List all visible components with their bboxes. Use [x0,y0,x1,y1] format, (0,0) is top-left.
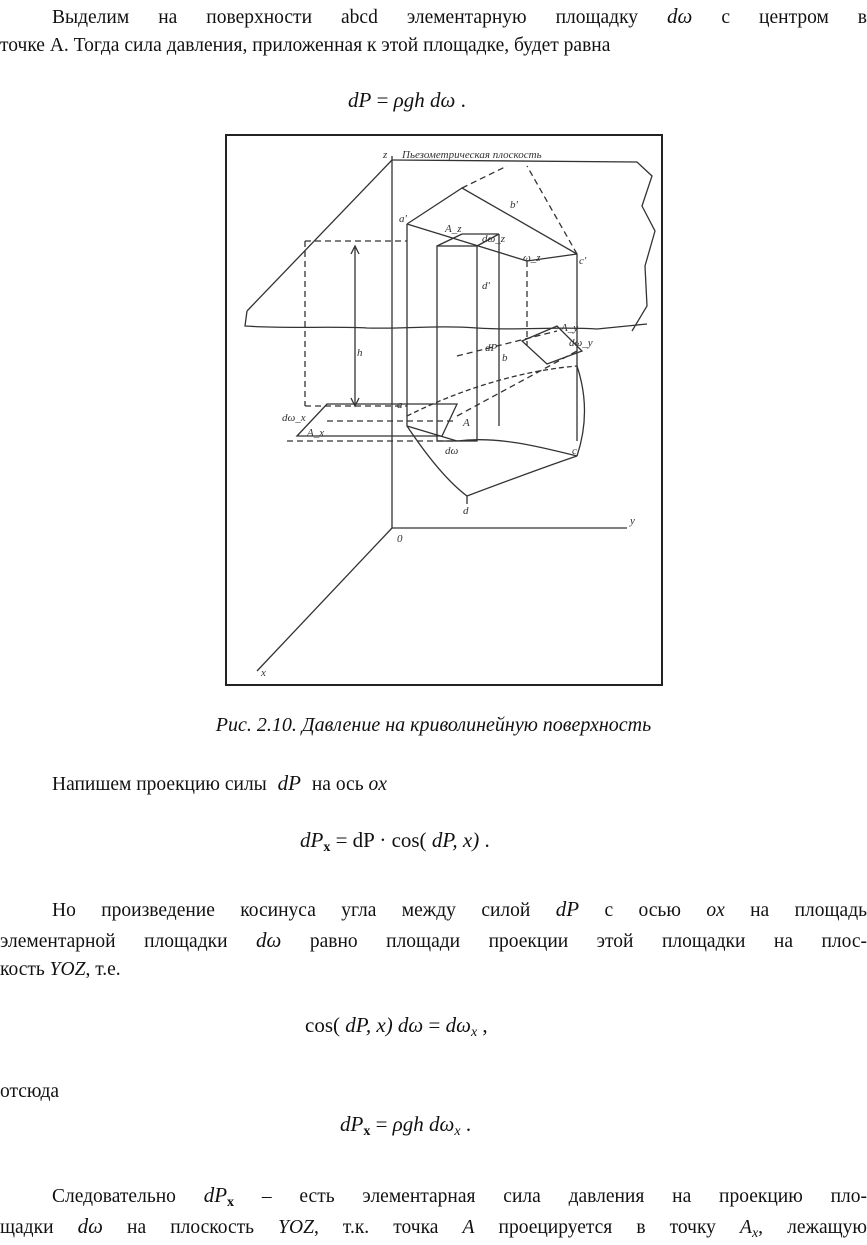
svg-text:z: z [383,149,388,161]
formula-dpx-rho: $dP_x = \rho gh$ dωx . [340,1112,472,1139]
svg-text:b: b [502,352,508,364]
svg-text:Пьезометрическая плоскость: Пьезометрическая плоскость [402,149,542,161]
svg-text:d: d [463,505,469,517]
svg-text:b': b' [510,199,518,211]
svg-text:d': d' [482,280,490,292]
svg-text:ω_z: ω_z [523,252,541,264]
svg-text:dP: dP [485,342,498,354]
svg-text:0: 0 [397,533,403,545]
para3-line3: кость YOZ, т.е. [0,959,121,980]
plane-outline [392,160,655,331]
svg-text:A_z: A_z [445,223,462,235]
svg-text:a: a [397,399,403,411]
formula-dp: dP = ρgh dω . [348,88,466,112]
formula-dpx-cos: $dP_x$ = dP · cos( dP, x) . [300,828,490,855]
formula-cos-domega: cos( dP, x) dω = dωx , [305,1013,488,1040]
para1-line2: точке A. Тогда сила давления, приложенная к этой площадке, будет равна [0,35,611,56]
svg-text:dω_y: dω_y [569,337,593,349]
para3-line1: Но произведение косинуса угла между силой dP с осью ox на площадь [52,897,867,921]
word-otsyuda: отсюда [0,1081,60,1102]
para3-line2: элементарной площадки dω равно площади проекции этой площадки на плос- [0,928,867,952]
svg-text:y: y [630,515,635,527]
svg-text:dω_x: dω_x [282,412,306,424]
para4-line1: Следовательно $dP_x$ – есть элементарная сила давления на проекцию пло- [52,1183,867,1210]
axis-x [257,528,392,671]
svg-text:a': a' [399,213,407,225]
figure-frame [225,134,663,686]
para4-line2: щадки dω на плоскость YOZ, т.к. точка A проецируется в точку $A_x$, лежащую [0,1214,867,1241]
svg-text:c': c' [579,255,587,267]
svg-text:dω_z: dω_z [482,233,506,245]
svg-text:x: x [261,667,266,679]
svg-text:dω: dω [445,445,459,457]
figure-caption: Рис. 2.10. Давление на криволинейную поверхность [215,714,652,736]
svg-text:A_y: A_y [561,322,579,334]
svg-text:h: h [357,347,363,359]
svg-text:A: A [463,417,470,429]
svg-text:A_x: A_x [307,427,325,439]
svg-text:c: c [572,445,577,457]
para2: Напишем проекцию силы dP на ось ox [52,771,387,795]
symbol-domega: dω [667,4,693,28]
curved-surface [407,366,577,416]
curved-surface-diagram [227,136,661,684]
para1-line1: Выделим на поверхности abcd элементарную площадку dω с центром в [52,4,867,28]
